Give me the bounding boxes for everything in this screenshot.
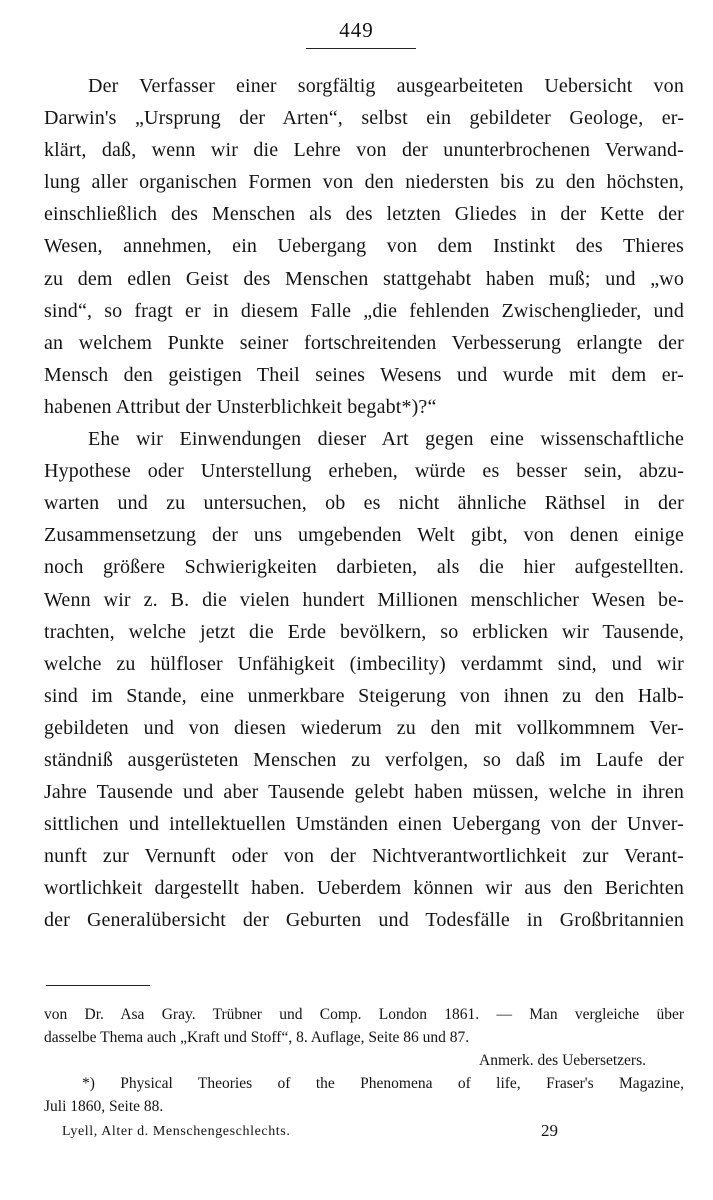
text-line: Hypothese oder Unterstellung erheben, würde es besser sein, abzu- [44,460,684,483]
footnote-line: dasselbe Thema auch „Kraft und Stoff“, 8. Auflage, Seite 86 und 87. [44,1029,470,1046]
text-line: Zusammensetzung der uns umgebenden Welt gibt, von denen einige [44,524,684,547]
text-line: Der Verfasser einer sorgfältig ausgearbeiteten Uebersicht von [88,75,684,97]
translator-note: Anmerk. des Uebersetzers. [479,1052,646,1069]
text-line: ständniß ausgerüsteten Menschen zu verfolgen, so daß im Laufe der [44,748,684,771]
text-line: lung aller organischen Formen von den niedersten bis zu den höchsten, [44,171,684,194]
footnote-line: Juli 1860, Seite 88. [44,1098,164,1115]
paragraph [44,423,684,937]
text-line: der Generalübersicht der Geburten und Todesfälle in Großbritannien [44,909,684,932]
sheet-signature: Lyell, Alter d. Menschengeschlechts. [62,1124,291,1139]
body-text [44,70,684,937]
text-line: habenen Attribut der Unsterblichkeit begabt*)?“ [44,395,437,418]
text-line: Wenn wir z. B. die vielen hundert Millionen menschlicher Wesen be- [44,588,684,611]
page-number-rule [306,48,416,49]
text-line: wortlichkeit dargestellt haben. Ueberdem können wir aus den Berichten [44,877,684,900]
text-line: gebildeten und von diesen wiederum zu den mit vollkommnem Ver- [44,716,684,739]
footnote-line: *) Physical Theories of the Phenomena of life, Fraser's Magazine, [82,1075,684,1092]
text-line: noch größere Schwierigkeiten darbieten, als die hier aufgestellten. [44,556,684,579]
footnote-line: von Dr. Asa Gray. Trübner und Comp. London 1861. — Man vergleiche über [44,1006,684,1023]
text-line: welche zu hülfloser Unfähigkeit (imbecility) verdammt sind, und wir [44,652,684,675]
sheet-number: 29 [541,1121,558,1140]
text-line: Jahre Tausende und aber Tausende gelebt haben müssen, welche in ihren [44,781,684,804]
text-line: trachten, welche jetzt die Erde bevölkern, so erblicken wir Tausende, [44,620,684,643]
text-line: warten und zu untersuchen, ob es nicht ähnliche Räthsel in der [44,492,684,515]
paragraph [44,70,684,423]
text-line: zu dem edlen Geist des Menschen stattgehabt haben muß; und „wo [44,267,684,290]
text-line: sind“, so fragt er in diesem Falle „die fehlenden Zwischenglieder, und [44,299,684,322]
text-line: Wesen, annehmen, ein Uebergang von dem Instinkt des Thieres [44,235,684,258]
text-line: sind im Stande, eine unmerkbare Steigerung von ihnen zu den Halb- [44,684,684,707]
page-number: 449 [339,18,374,42]
text-line: Darwin's „Ursprung der Arten“, selbst ein gebildeter Geologe, er- [44,107,684,130]
text-line: an welchem Punkte seiner fortschreitenden Verbesserung erlangte der [44,331,684,354]
text-line: sittlichen und intellektuellen Umständen einen Uebergang von der Unver- [44,813,684,836]
footnotes [44,1003,684,1118]
text-line: Ehe wir Einwendungen dieser Art gegen eine wissenschaftliche [88,428,684,451]
text-line: klärt, daß, wenn wir die Lehre von der ununterbrochenen Verwand- [44,139,684,162]
text-line: Mensch den geistigen Theil seines Wesens und wurde mit dem er- [44,363,684,386]
text-line: einschließlich des Menschen als des letzten Gliedes in der Kette der [44,203,684,226]
footnote-rule [46,985,150,986]
text-line: nunft zur Vernunft oder von der Nichtverantwortlichkeit zur Verant- [44,845,684,868]
